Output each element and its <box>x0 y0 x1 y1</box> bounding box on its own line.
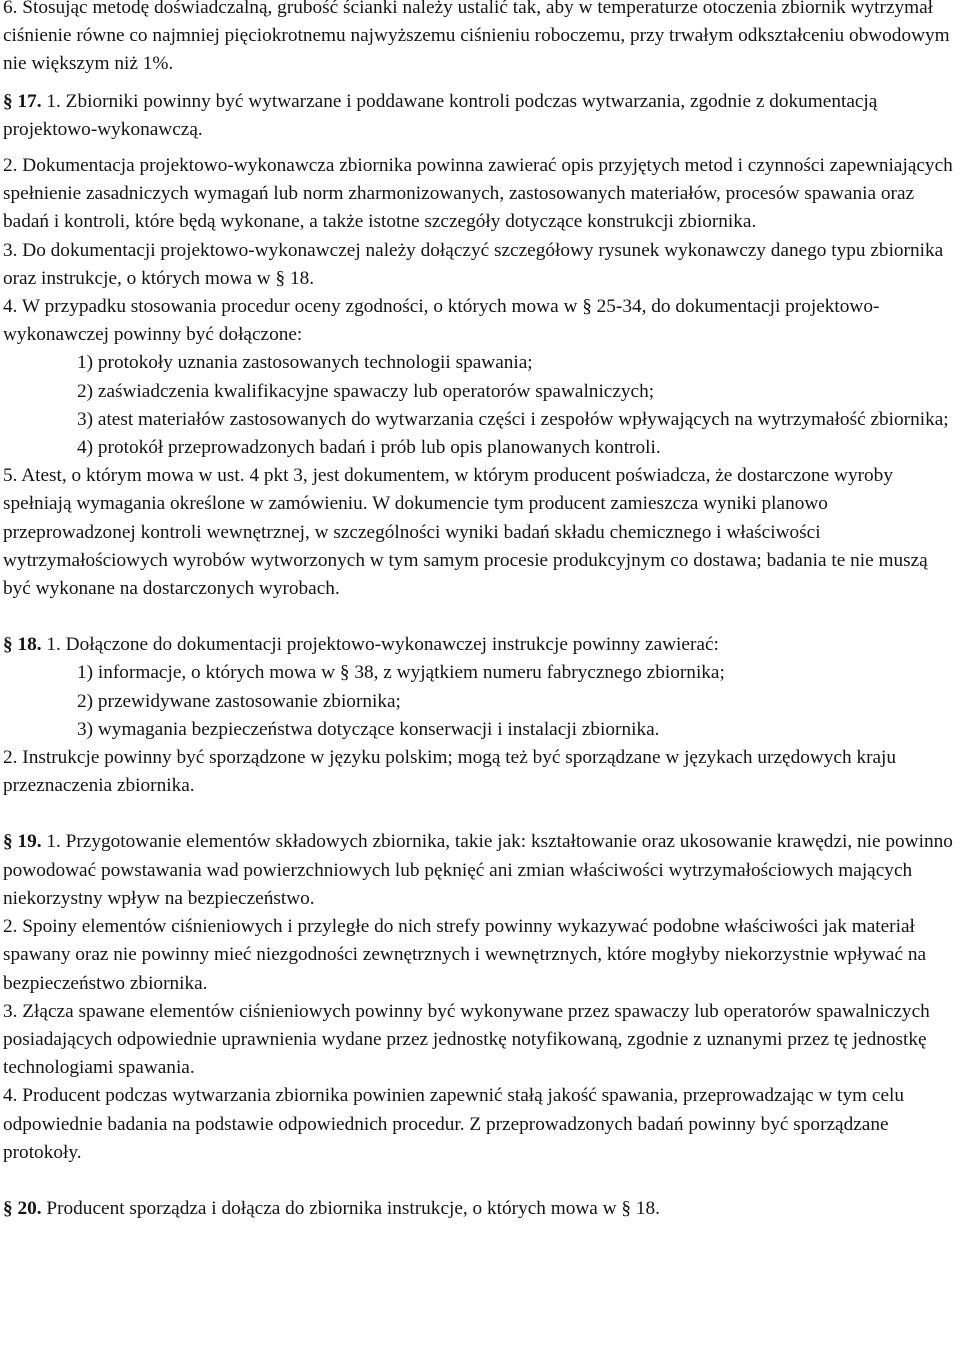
section-18-paragraph-2: 2. Instrukcje powinny być sporządzone w języku polskim; mogą też być sporządzane w językach urzędowych kraju przeznaczenia zbiornika. <box>3 747 897 797</box>
section-17-paragraph-5: 5. Atest, o którym mowa w ust. 4 pkt 3, jest dokumentem, w którym producent poświadcza, że dostarczone wyroby spełniają wymagania określone w zamówieniu. W dokumencie tym producent zamieszcza wyniki planowo przeprowadzonej kontroli wewnętrznej, w szczególności wyniki badań składu chemicznego i właściwości wytrzymałościowych wyrobów wytworzonych w tym samym procesie produkcyjnym co dostawa; badania te nie muszą być wykonane na dostarczonych wyrobach. <box>3 465 928 600</box>
section-19-paragraph-3: 3. Złącza spawane elementów ciśnieniowych powinny być wykonywane przez spawaczy lub operatorów spawalniczych posiadających odpowiednie uprawnienia wydane przez jednostkę notyfikowaną, zgodnie z uznanymi przez tę jednostkę technologiami spawania. <box>3 1000 930 1079</box>
section-20-paragraph-1 <box>3 1195 960 1223</box>
list-item: 4) protokół przeprowadzonych badań i prób lub opis planowanych kontroli. <box>77 437 661 459</box>
section-17-paragraph-1 <box>3 88 960 144</box>
section-18-paragraph-1 <box>3 631 960 659</box>
section-19-paragraph-1 <box>3 828 960 913</box>
list-item: 1) informacje, o których mowa w § 38, z wyjątkiem numeru fabrycznego zbiornika; <box>77 662 725 684</box>
list-item: 2) przewidywane zastosowanie zbiornika; <box>77 690 401 712</box>
section-17-paragraph-3: 3. Do dokumentacji projektowo-wykonawczej należy dołączyć szczegółowy rysunek wykonawczy danego typu zbiornika oraz instrukcje, o których mowa w § 18. <box>3 239 944 289</box>
section-20-text-1: Producent sporządza i dołącza do zbiornika instrukcje, o których mowa w § 18. <box>41 1197 660 1219</box>
section-20-number: § 20. <box>3 1197 42 1219</box>
section-19-number: § 19. <box>3 831 42 853</box>
section-17-paragraph-4: 4. W przypadku stosowania procedur oceny zgodności, o których mowa w § 25-34, do dokumentacji projektowo-wykonawczej powinny być dołączone: <box>3 296 880 346</box>
section-19-paragraph-4: 4. Producent podczas wytwarzania zbiornika powinien zapewnić stałą jakość spawania, przeprowadzając w tym celu odpowiednie badania na podstawie odpowiednich procedur. Z przeprowadzonych badań powinny być sporządzane protokoły. <box>3 1085 905 1163</box>
section-17-number: § 17. <box>3 90 42 112</box>
section-19-text-1: 1. Przygotowanie elementów składowych zbiornika, takie jak: kształtowanie oraz ukosowanie krawędzi, nie powinno powodować powstawania wad powierzchniowych lub pęknięć ani zmian właściwości wytrzymałościowych mających niekorzystny wpływ na bezpieczeństwo. <box>3 831 953 909</box>
section-19-paragraph-2: 2. Spoiny elementów ciśnieniowych i przyległe do nich strefy powinny wykazywać podobne właściwości jak materiał spawany oraz nie powinny mieć niezgodności zewnętrznych i wewnętrznych, które mogłyby niekorzystnie wpływać na bezpieczeństwo zbiornika. <box>3 916 927 994</box>
section-18-text-1: 1. Dołączone do dokumentacji projektowo-wykonawczej instrukcje powinny zawierać: <box>41 634 719 656</box>
section-18-number: § 18. <box>3 634 42 656</box>
list-item: 3) atest materiałów zastosowanych do wytwarzania części i zespołów wpływających na wytrzymałość zbiornika; <box>77 408 949 430</box>
list-item: 3) wymagania bezpieczeństwa dotyczące konserwacji i instalacji zbiornika. <box>77 718 660 740</box>
section-17-paragraph-2: 2. Dokumentacja projektowo-wykonawcza zbiornika powinna zawierać opis przyjętych metod i czynności zapewniających spełnienie zasadniczych wymagań lub norm zharmonizowanych, zastosowanych materiałów, procesów spawania oraz badań i kontroli, które będą wykonane, a także istotne szczegóły dotyczące konstrukcji zbiornika. <box>3 155 953 233</box>
section-17-text-1: 1. Zbiorniki powinny być wytwarzane i poddawane kontroli podczas wytwarzania, zgodnie z dokumentacją projektowo-wykonawczą. <box>3 90 878 140</box>
list-item: 2) zaświadczenia kwalifikacyjne spawaczy lub operatorów spawalniczych; <box>77 380 655 402</box>
paragraph-16-6: 6. Stosując metodę doświadczalną, grubość ścianki należy ustalić tak, aby w temperaturze otoczenia zbiornik wytrzymał ciśnienie równe co najmniej pięciokrotnemu najwyższemu ciśnieniu roboczemu, przy trwałym odkształceniu obwodowym nie większym niż 1%. <box>3 0 950 75</box>
list-item: 1) protokoły uznania zastosowanych technologii spawania; <box>77 352 533 374</box>
